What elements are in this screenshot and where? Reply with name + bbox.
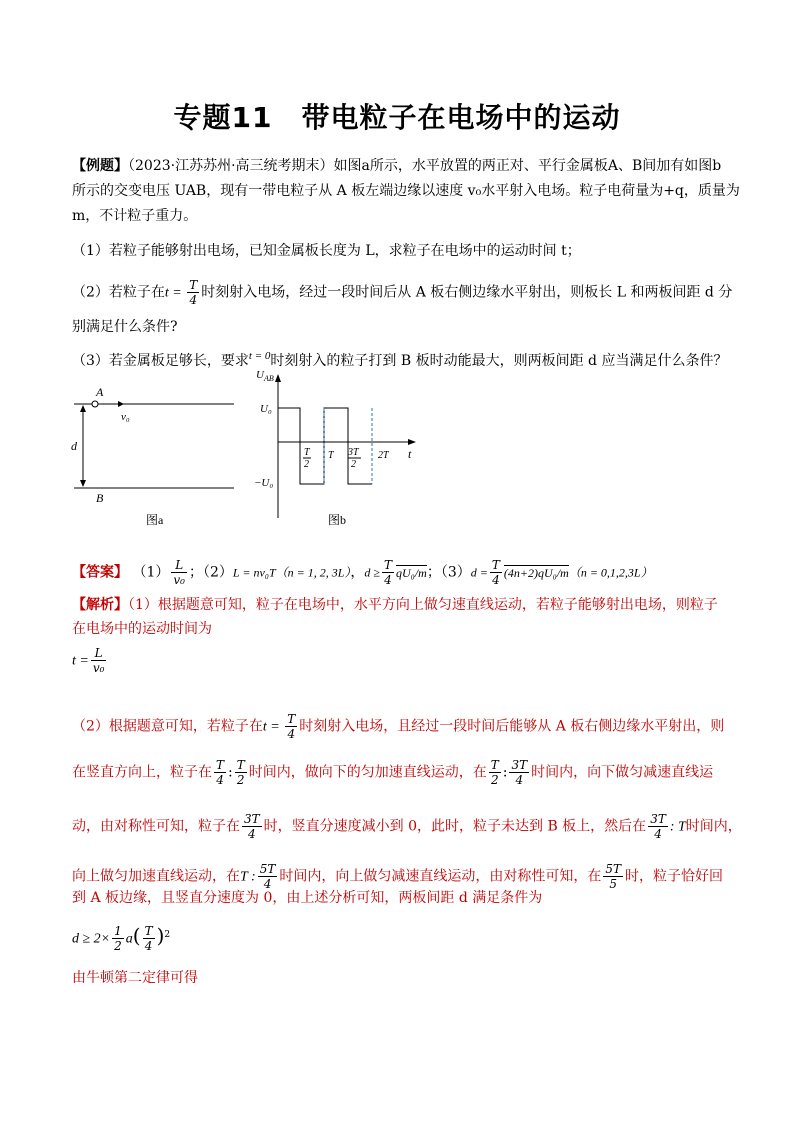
analysis-line-6: 向上做匀加速直线运动，在T : $\frac{5T}{4}$ 时间内，向上做匀减速直线运动，由对称性可知，在 $\frac{5T}{5}$ 时，粒子恰好回 — [72, 862, 723, 891]
fraction: $\frac{L}{\text{v₀}}$ — [173, 558, 185, 587]
fraction: $\frac{T}{2}$ — [490, 758, 499, 787]
analysis-line-3: （2）根据题意可知，若粒子在t = $\frac{T}{4}$ 时刻射入电场，且经过一段时间后能够从 A 板右侧边缘水平射出，则 — [72, 712, 725, 741]
question-2: （2）若粒子在t = $\frac{T}{4}$ 时刻射入电场，经过一段时间后从 A 板右侧边缘水平射出，则板长 L 和两板间距 d 分 — [72, 278, 733, 307]
analysis-line-4: 在竖直方向上，粒子在 $\frac{T}{4}$ : $\frac{T}{2}$ 时间内，做向下的匀加速直线运动，在 $\frac{T}{2}$ : $\frac{3T}{4}$ 时间内，向下做匀减速直线运 — [72, 758, 714, 787]
question-1: （1）若粒子能够射出电场，已知金属板长度为 L，求粒子在电场中的运动时间 t； — [72, 243, 581, 259]
fraction: $\frac{3T}{4}$ — [650, 812, 666, 841]
equation-2: d ≥ 2× $\frac{1}{2}$ a( $\frac{T}{4}$ )$^2$ — [72, 923, 171, 953]
analysis-line-1: 【解析】（1）根据题意可知，粒子在电场中，水平方向上做匀速直线运动，若粒子能够射出电场，则粒子 — [72, 597, 718, 613]
example-tag: 【例题】 — [72, 158, 128, 174]
fraction: $\frac{T}{4}$ — [287, 712, 296, 741]
question-2-cont: 别满足什么条件? — [72, 319, 178, 335]
fraction: $\frac{5T}{5}$ — [605, 862, 621, 891]
u0-label: U₀ — [260, 403, 272, 415]
tick-t: T — [328, 450, 334, 461]
analysis-line-8: 由牛顿第二定律可得 — [72, 970, 198, 986]
tick-2t: 2T — [378, 450, 389, 461]
analysis-line-2: 在电场中的运动时间为 — [72, 621, 212, 637]
label-d: d — [71, 439, 77, 453]
tick-half-t-top: T — [304, 447, 310, 458]
analysis-tag: 【解析】 — [72, 597, 128, 613]
fraction: $\frac{1}{2}$ — [114, 924, 122, 953]
analysis-line-7: 到 A 板边缘，且竖直分速度为 0，由上述分析可知，两板间距 d 满足条件为 — [72, 890, 543, 906]
voltage-waveform — [278, 408, 372, 484]
fraction: $\frac{3T}{4}$ — [244, 812, 260, 841]
example-line-3: m，不计粒子重力。 — [72, 208, 198, 224]
analysis-line-5: 动，由对称性可知，粒子在 $\frac{3T}{4}$ 时，竖直分速度减小到 0，此时，粒子未达到 B 板上，然后在 $\frac{3T}{4}$ : T时间内， — [72, 812, 742, 841]
neg-u0-label: −U₀ — [254, 477, 274, 489]
example-line-1: 【例题】（2023·江苏苏州·高三统考期末）如图a所示，水平放置的两正对、平行金属板A、B间加有如图b — [72, 158, 722, 174]
question-3: （3）若金属板足够长，要求$^{t = 0}$时刻射入的粒子打到 B 板时动能最大，则两板间距 d 应当满足什么条件？ — [72, 350, 728, 369]
fraction: $\frac{T}{4}$ — [491, 558, 500, 587]
tick-3half-t-bottom: 2 — [351, 459, 356, 470]
caption-b: 图b — [328, 513, 347, 527]
y-axis-label: $U_{AB}$ — [256, 369, 274, 383]
x-axis-label: t — [408, 447, 412, 461]
answer-line: 【答案】 （1） $\frac{L}{\text{v₀}}$ ；（2）L = nv₀T（n = 1, 2, 3L），d ≥ $\frac{T}{4}$ qU₀/m；（3）d = $\frac{T}{4}$ (4n+2)qU₀/m（n = 0,1,2,3L） — [72, 558, 653, 587]
figure-a — [66, 378, 241, 530]
tick-3half-t-top: 3T — [348, 447, 359, 458]
label-b: B — [96, 491, 104, 505]
caption-a: 图a — [146, 513, 164, 527]
equation-1: t = $\frac{L}{\text{v₀}}$ — [72, 646, 105, 675]
page-title: 专题11 带电粒子在电场中的运动 — [173, 101, 621, 134]
fraction: $\frac{T}{4}$ — [189, 278, 198, 307]
fraction: $\frac{3T}{4}$ — [511, 758, 528, 787]
fraction: $\frac{5T}{4}$ — [259, 862, 276, 891]
fraction: $\frac{T}{4}$ — [216, 758, 225, 787]
figure-b — [252, 366, 427, 530]
fraction: $\frac{T}{4}$ — [383, 558, 392, 587]
tick-half-t-bottom: 2 — [304, 459, 309, 470]
example-line-2: 所示的交变电压 UAB，现有一带电粒子从 A 板左端边缘以速度 v₀水平射入电场。粒子电荷量为+q，质量为 — [72, 183, 740, 199]
particle-icon — [92, 401, 98, 407]
fraction: $\frac{T}{2}$ — [236, 758, 245, 787]
answer-tag: 【答案】 — [72, 564, 128, 581]
label-a: A — [96, 385, 104, 399]
fraction: $\frac{L}{\text{v₀}}$ — [92, 646, 105, 675]
fraction: $\frac{T}{4}$ — [144, 924, 153, 953]
label-v0: v₀ — [121, 411, 130, 423]
